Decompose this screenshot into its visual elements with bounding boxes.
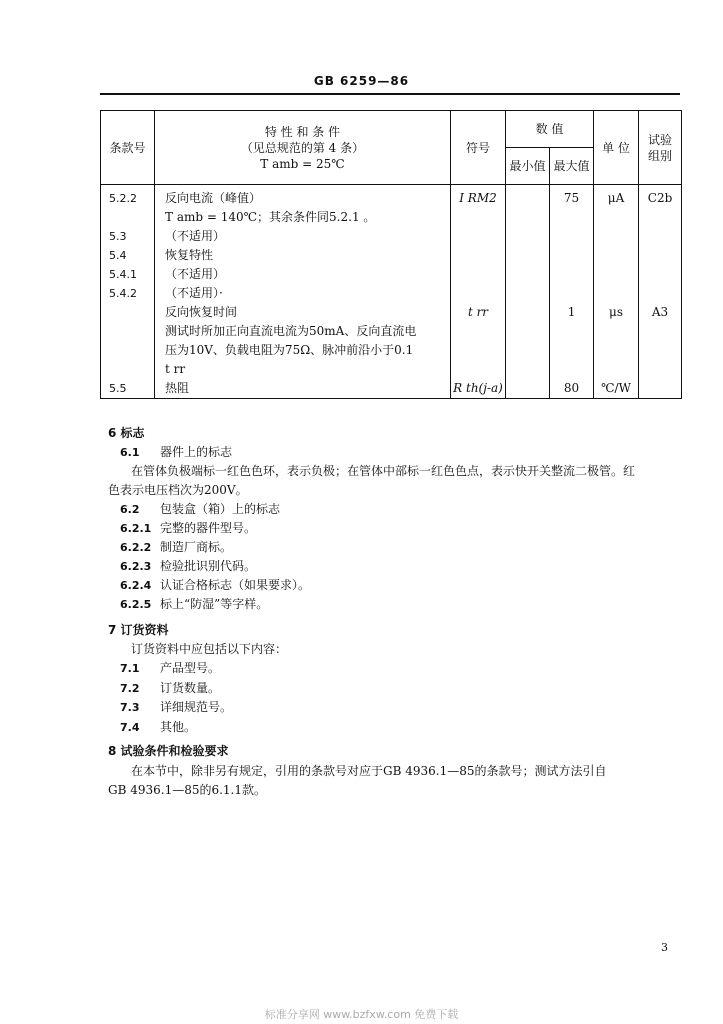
max-cell xyxy=(550,208,594,227)
max-cell xyxy=(550,360,594,379)
min-cell xyxy=(506,185,550,209)
col-header-group xyxy=(639,111,682,185)
min-cell xyxy=(506,265,550,284)
section-8-line2: GB 4936.1—85的6.1.1款。 xyxy=(108,783,267,797)
table-row xyxy=(101,246,682,265)
feature-cell: （不适用） xyxy=(155,227,451,246)
group-cell xyxy=(639,341,682,360)
symbol-cell xyxy=(451,322,506,341)
table-row xyxy=(101,208,682,227)
unit-cell xyxy=(594,227,639,246)
clause-text: 检验批识别代码。 xyxy=(160,559,257,573)
symbol-cell xyxy=(451,360,506,379)
clause-cell: 5.4 xyxy=(101,246,155,265)
section-7-intro: 订货资料中应包括以下内容： xyxy=(131,642,288,656)
table-row xyxy=(101,265,682,284)
unit-cell xyxy=(594,341,639,360)
table-row xyxy=(101,322,682,341)
symbol-cell xyxy=(451,246,506,265)
col-header-min: 最小值 xyxy=(506,148,550,185)
clause-text: 完整的器件型号。 xyxy=(160,521,257,535)
max-cell xyxy=(550,284,594,303)
paragraph-6-1-line1: 在管体负极端标一红色色环，表示负极；在管体中部标一红色色点，表示快开关整流二极管。红 xyxy=(131,464,636,478)
section-6-title: 6 标志 xyxy=(108,426,145,440)
clause-cell: 5.4.1 xyxy=(101,265,155,284)
watermark: 标准分享网 www.bzfxw.com 免费下载 xyxy=(264,1008,459,1021)
group-cell xyxy=(639,322,682,341)
clause-6-2-item xyxy=(120,576,310,593)
group-cell xyxy=(639,227,682,246)
feature-cell: T amb = 140℃；其余条件同5.2.1 。 xyxy=(155,208,451,227)
clause-7-item xyxy=(120,698,232,715)
table-row xyxy=(101,284,682,303)
clause-number: 7.2 xyxy=(120,681,140,695)
clause-cell xyxy=(101,360,155,379)
unit-cell xyxy=(594,246,639,265)
group-cell xyxy=(639,284,682,303)
clause-6-2-item xyxy=(120,595,268,612)
clause-number: 6.2.1 xyxy=(120,522,152,535)
feature-header-line2: （见总规范的第 4 条） xyxy=(240,140,365,155)
col-header-feature xyxy=(155,111,451,185)
feature-cell: t rr xyxy=(155,360,451,379)
clause-cell xyxy=(101,208,155,227)
col-header-value: 数 值 xyxy=(506,111,594,148)
group-cell xyxy=(639,208,682,227)
feature-header-line1: 特 性 和 条 件 xyxy=(264,124,341,139)
clause-6-2-item xyxy=(120,519,256,536)
symbol-cell xyxy=(451,208,506,227)
max-cell: 80 xyxy=(550,379,594,399)
clause-text: 订货数量。 xyxy=(160,680,221,695)
table-row xyxy=(101,341,682,360)
symbol-cell xyxy=(451,265,506,284)
clause-number: 6.2 xyxy=(120,503,140,516)
clause-7-item xyxy=(120,718,196,735)
feature-cell: （不适用） xyxy=(155,265,451,284)
clause-text: 其他。 xyxy=(160,719,197,734)
page-number: 3 xyxy=(661,941,668,954)
group-cell xyxy=(639,246,682,265)
table-row xyxy=(101,185,682,209)
clause-text: 包装盒（箱）上的标志 xyxy=(160,502,281,516)
unit-cell: μs xyxy=(594,303,639,322)
symbol-cell: t rr xyxy=(451,303,506,322)
table-row xyxy=(101,360,682,379)
max-cell xyxy=(550,246,594,265)
feature-cell: 测试时所加正向直流电流为50mA、反向直流电 xyxy=(155,322,451,341)
feature-cell: 压为10V、负载电阻为75Ω、脉冲前沿小于0.1 xyxy=(155,341,451,360)
symbol-cell xyxy=(451,284,506,303)
feature-cell: 热阻 xyxy=(155,379,451,399)
min-cell xyxy=(506,379,550,399)
paragraph-6-1-line2: 色表示电压档次为200V。 xyxy=(108,483,248,497)
table-row xyxy=(101,379,682,399)
feature-cell: （不适用）· xyxy=(155,284,451,303)
clause-text: 制造厂商标。 xyxy=(160,540,233,554)
col-header-clause: 条款号 xyxy=(101,111,155,185)
symbol-cell xyxy=(451,227,506,246)
unit-cell xyxy=(594,265,639,284)
clause-text: 详细规范号。 xyxy=(160,700,233,714)
group-cell: A3 xyxy=(639,303,682,322)
col-header-max: 最大值 xyxy=(550,148,594,185)
max-cell xyxy=(550,322,594,341)
clause-cell: 5.3 xyxy=(101,227,155,246)
col-header-symbol: 符号 xyxy=(451,111,506,185)
min-cell xyxy=(506,360,550,379)
group-cell xyxy=(639,265,682,284)
clause-text: 认证合格标志（如果要求）。 xyxy=(160,578,311,592)
clause-cell: 5.5 xyxy=(101,379,155,399)
unit-cell: ℃/W xyxy=(594,379,639,399)
section-8-line1: 在本节中，除非另有规定，引用的条款号对应于GB 4936.1—85的条款号；测试方法引自 xyxy=(131,764,607,778)
clause-number: 7.4 xyxy=(120,720,140,734)
group-cell: C2b xyxy=(639,185,682,209)
clause-text: 器件上的标志 xyxy=(160,445,233,459)
feature-header-line3: T amb = 25℃ xyxy=(260,156,345,171)
clause-number: 6.2.4 xyxy=(120,579,152,592)
group-header-line1: 试验 xyxy=(648,132,673,147)
clause-cell: 5.2.2 xyxy=(101,185,155,209)
min-cell xyxy=(506,208,550,227)
min-cell xyxy=(506,303,550,322)
unit-cell: μA xyxy=(594,185,639,209)
max-cell: 1 xyxy=(550,303,594,322)
unit-cell xyxy=(594,284,639,303)
clause-7-item xyxy=(120,659,220,676)
max-cell: 75 xyxy=(550,185,594,209)
min-cell xyxy=(506,246,550,265)
unit-cell xyxy=(594,322,639,341)
clause-cell xyxy=(101,322,155,341)
max-cell xyxy=(550,341,594,360)
table-row xyxy=(101,227,682,246)
clause-number: 6.2.3 xyxy=(120,560,152,573)
group-header-line2: 组别 xyxy=(648,148,673,163)
clause-number: 7.1 xyxy=(120,662,140,675)
feature-cell: 恢复特性 xyxy=(155,246,451,265)
section-8-title: 8 试验条件和检验要求 xyxy=(108,744,229,758)
header-rule xyxy=(100,93,680,95)
clause-number: 6.2.5 xyxy=(120,598,152,611)
min-cell xyxy=(506,341,550,360)
clause-text: 标上“防湿”等字样。 xyxy=(160,597,269,611)
clause-text: 产品型号。 xyxy=(160,661,221,675)
min-cell xyxy=(506,284,550,303)
feature-cell: 反向电流（峰值） xyxy=(155,185,451,209)
characteristics-table xyxy=(100,110,682,399)
clause-6-2-item xyxy=(120,557,256,574)
clause-number: 6.1 xyxy=(120,446,140,459)
clause-6-2-item xyxy=(120,538,232,555)
min-cell xyxy=(506,227,550,246)
symbol-cell: R th(j-a) xyxy=(451,379,506,399)
unit-cell xyxy=(594,360,639,379)
section-7-title: 7 订货资料 xyxy=(108,623,169,637)
group-cell xyxy=(639,379,682,399)
max-cell xyxy=(550,227,594,246)
clause-number: 6.2.2 xyxy=(120,541,152,554)
clause-6-1 xyxy=(120,443,232,460)
clause-cell xyxy=(101,341,155,360)
table-row xyxy=(101,303,682,322)
clause-7-item xyxy=(120,679,220,696)
max-cell xyxy=(550,265,594,284)
document-header: GB 6259—86 xyxy=(313,74,410,88)
group-cell xyxy=(639,360,682,379)
clause-cell xyxy=(101,303,155,322)
clause-number: 7.3 xyxy=(120,701,140,714)
feature-cell: 反向恢复时间 xyxy=(155,303,451,322)
symbol-cell xyxy=(451,341,506,360)
unit-cell xyxy=(594,208,639,227)
clause-cell: 5.4.2 xyxy=(101,284,155,303)
min-cell xyxy=(506,322,550,341)
symbol-cell: I RM2 xyxy=(451,185,506,209)
col-header-unit: 单 位 xyxy=(594,111,639,185)
clause-6-2 xyxy=(120,500,280,517)
